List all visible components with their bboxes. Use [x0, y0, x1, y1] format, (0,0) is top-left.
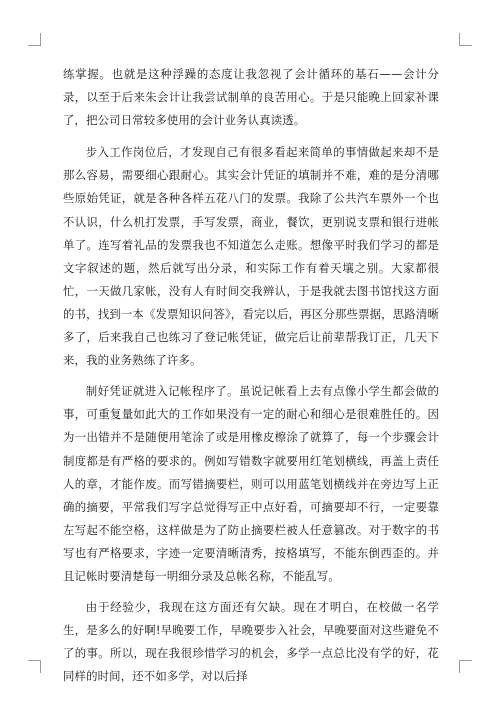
- paragraph-4: 由于经验少，我现在这方面还有欠缺。现在才明白，在校做一名学生，是多么的好啊!早晚要工作，早晚要步入社会，早晚要面对这些避免不了的事。所以，现在我很珍惜学习的机会，多学一点总比没有学的好，花同样的时间，还不如多学，对以后择: [63, 600, 439, 684]
- crop-mark-bottom-left: [28, 660, 41, 673]
- paragraph-2: 步入工作岗位后，才发现自己有很多看起来简单的事情做起来却不是那么容易，需要细心跟耐心。其实会计凭证的填制并不难，难的是分清哪些原始凭证，就是各种各样五花八门的发票。我除了公共汽车票外一个也不认识，什么机打发票，手写发票，商业，餐饮，更别说支票和银行进帐单了。连写着礼品的发票我也不知道怎么走账。想像平时我们学习的都是文字叙述的题，然后就写出分录，和实际工作有着天壤之别。大家都很忙，一天做几家帐，没有人有时间交我辨认，于是我就去图书馆找这方面的书，找到一本《发票知识问答》，看完以后，再区分那些票据，思路清晰多了，后来我自己也练习了登记帐凭证，做完后让前辈帮我订正，几天下来，我的业务熟练了许多。: [63, 145, 439, 368]
- paragraph-3: 制好凭证就进入记帐程序了。虽说记帐看上去有点像小学生都会做的事，可重复量如此大的工作如果没有一定的耐心和细心是很难胜任的。因为一出错并不是随便用笔涂了或是用橡皮檫涂了就算了，每一个步骤会计制度都是有严格的要求的。例如写错数字就要用红笔划横线，再盖上责任人的章，才能作废。而写错摘要栏，则可以用蓝笔划横线并在旁边写上正确的摘要，平常我们写字总觉得写正中点好看，可摘要却不行，一定要靠左写起不能空格，这样做是为了防止摘要栏被人任意篡改。对于数字的书写也有严格要求，字迹一定要清晰清秀，按格填写，不能东倒西歪的。并且记帐时要清楚每一明细分录及总帐名称，不能乱写。: [63, 384, 439, 583]
- body-text: [63, 63, 439, 688]
- crop-mark-top-right: [459, 33, 472, 46]
- crop-mark-top-left: [28, 33, 41, 46]
- paragraph-1: 练掌握。也就是这种浮躁的态度让我忽视了会计循环的基石——会计分录，以至于后来朱会计让我尝试制单的良苦用心。于是只能晚上回家补课了，把公司日常较多使用的会计业务认真读透。: [63, 67, 439, 128]
- crop-mark-bottom-right: [459, 660, 472, 673]
